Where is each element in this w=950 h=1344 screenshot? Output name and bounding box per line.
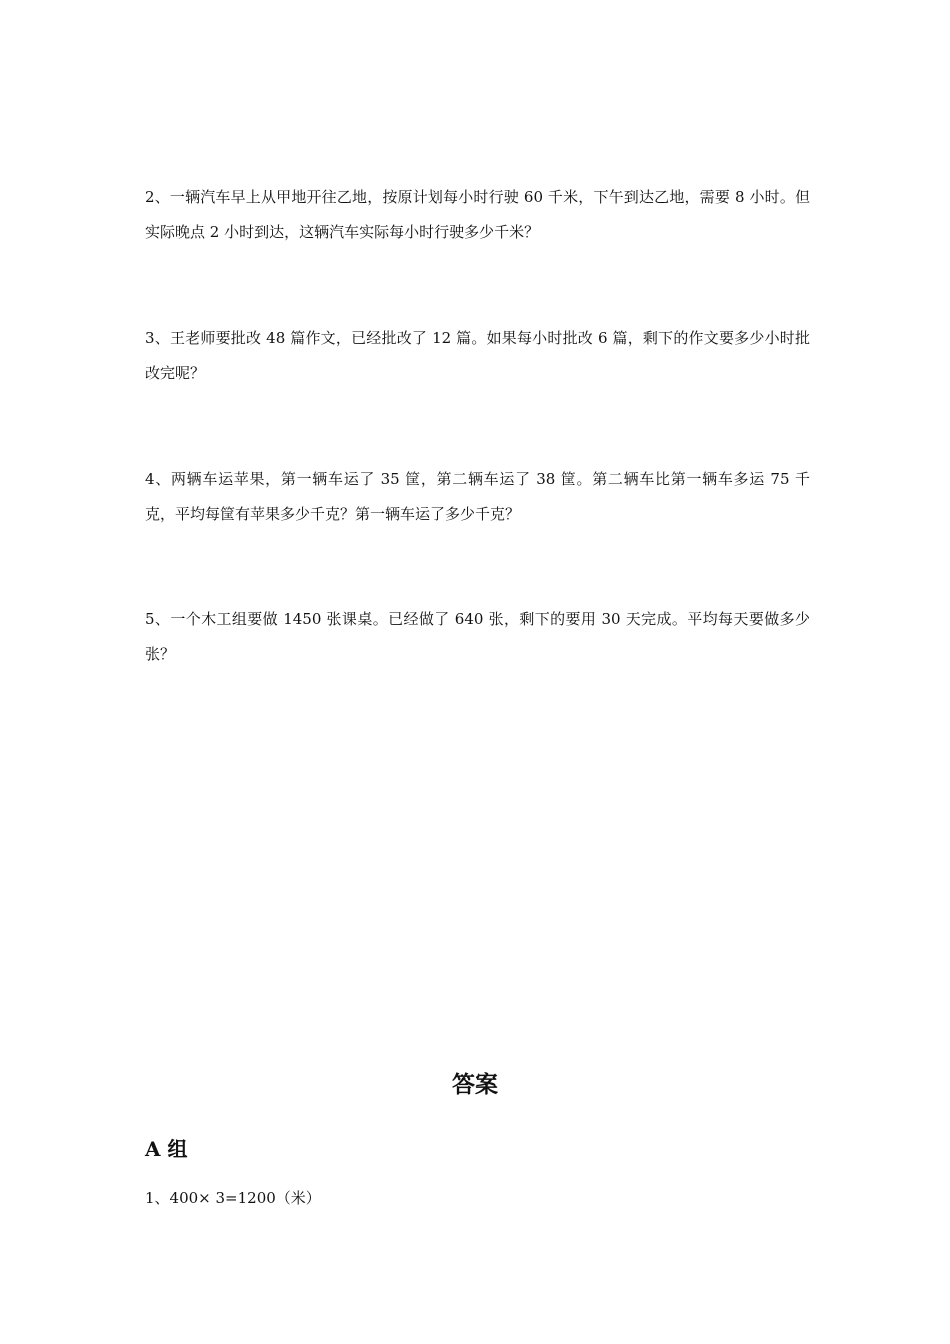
problem-text: 一个木工组要做 1450 张课桌。已经做了 640 张，剩下的要用 30 天完成。平均每天要做多少张？ <box>145 610 810 663</box>
answer-number: 1、 <box>145 1189 170 1207</box>
answer-text: 400× 3=1200（米） <box>169 1189 321 1207</box>
problem-number: 2、 <box>145 188 170 206</box>
problem-text: 王老师要批改 48 篇作文，已经批改了 12 篇。如果每小时批改 6 篇，剩下的作文要多少小时批改完呢？ <box>145 329 810 382</box>
answer-section-title: 答案 <box>452 1072 498 1098</box>
group-a-heading: A 组 <box>145 1137 188 1161</box>
problem-2 <box>145 180 810 250</box>
problem-text: 两辆车运苹果，第一辆车运了 35 筐，第二辆车运了 38 筐。第二辆车比第一辆车多运 75 千克，平均每筐有苹果多少千克？第一辆车运了多少千克？ <box>145 470 810 523</box>
problem-number: 4、 <box>145 470 171 488</box>
answer-1 <box>145 1183 321 1213</box>
problem-text: 一辆汽车早上从甲地开往乙地，按原计划每小时行驶 60 千米，下午到达乙地，需要 8 小时。但实际晚点 2 小时到达，这辆汽车实际每小时行驶多少千米？ <box>145 188 810 241</box>
problem-4 <box>145 462 810 532</box>
problem-number: 3、 <box>145 329 170 347</box>
problem-number: 5、 <box>145 610 171 628</box>
problem-5 <box>145 602 810 672</box>
problem-3 <box>145 321 810 391</box>
